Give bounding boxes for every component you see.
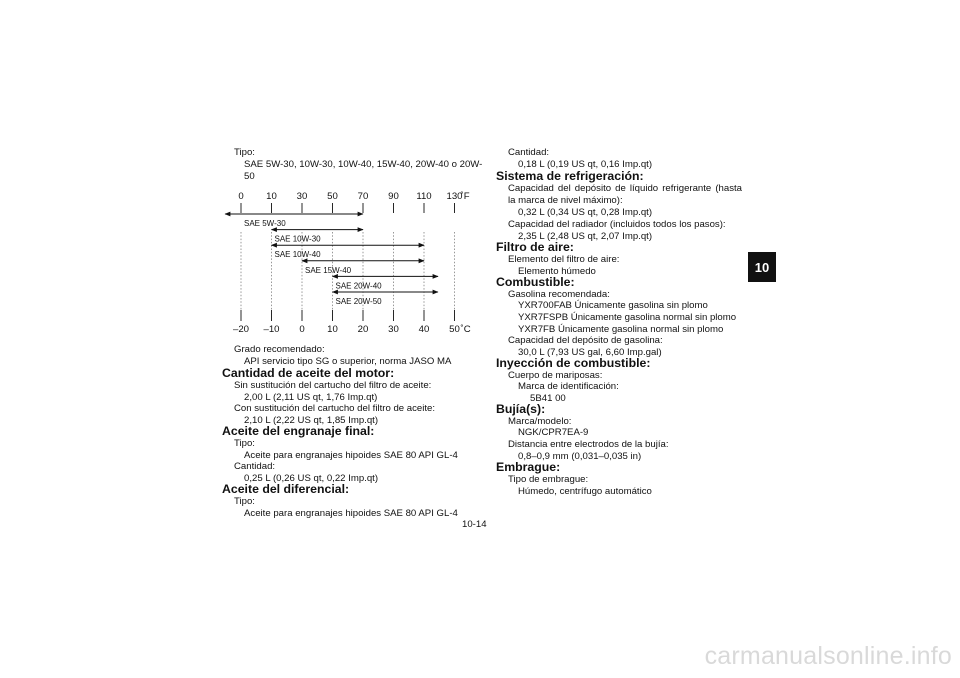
recommended-grade-value: API servicio tipo SG o superior, norma JASO MA bbox=[244, 356, 452, 367]
bottom-tick-label: 10 bbox=[327, 324, 338, 335]
range-bar-label: SAE 10W-40 bbox=[274, 250, 321, 260]
air-filter-heading: Filtro de aire: bbox=[496, 240, 574, 254]
clutch-type-label: Tipo de embrague: bbox=[508, 474, 589, 485]
range-bar-label: SAE 20W-50 bbox=[335, 297, 382, 306]
fuel-tank-value: 30,0 L (7,93 US gal, 6,60 Imp.gal) bbox=[518, 347, 662, 358]
bottom-axis-unit: ˚C bbox=[460, 324, 471, 335]
final-gear-quantity-label: Cantidad: bbox=[234, 461, 276, 472]
top-axis-unit: ˚F bbox=[460, 191, 470, 202]
top-tick-label: 130 bbox=[446, 191, 463, 202]
air-filter-element-value: Elemento húmedo bbox=[518, 266, 596, 277]
without-filter-label: Sin sustitución del cartucho del filtro de aceite: bbox=[234, 380, 432, 391]
with-filter-value: 2,10 L (2,22 US qt, 1,85 Imp.qt) bbox=[244, 415, 379, 426]
identification-mark-label: Marca de identificación: bbox=[518, 381, 619, 392]
differential-type-label: Tipo: bbox=[234, 496, 255, 507]
radiator-capacity-value: 2,35 L (2,48 US qt, 2,07 Imp.qt) bbox=[518, 231, 653, 242]
range-bar-label: SAE 10W-30 bbox=[274, 234, 321, 244]
fuel-tank-label: Capacidad del depósito de gasolina: bbox=[508, 335, 663, 346]
bottom-tick-label: 40 bbox=[418, 324, 430, 335]
top-tick-label: 70 bbox=[357, 191, 369, 202]
oil-type-value-line1: SAE 5W-30, 10W-30, 10W-40, 15W-40, 20W-40 o 20W- bbox=[244, 159, 483, 170]
bottom-tick-label: 50 bbox=[449, 324, 460, 335]
cooling-system-heading: Sistema de refrigeración: bbox=[496, 169, 644, 183]
recommended-fuel-value-2: YXR7FSPB Únicamente gasolina normal sin plomo bbox=[518, 312, 737, 323]
bottom-tick-label: –20 bbox=[232, 324, 250, 335]
recommended-fuel-label: Gasolina recomendada: bbox=[508, 289, 610, 300]
throttle-body-label: Cuerpo de mariposas: bbox=[508, 370, 603, 381]
oil-type-value-line2: 50 bbox=[244, 171, 255, 182]
bottom-tick-label: 0 bbox=[299, 324, 305, 335]
differential-quantity-value: 0,18 L (0,19 US qt, 0,16 Imp.qt) bbox=[518, 159, 653, 170]
top-tick-label: 90 bbox=[388, 191, 399, 202]
coolant-reservoir-label: Capacidad del depósito de líquido refrigerante (hasta la marca de nivel máximo): bbox=[508, 183, 742, 207]
spark-plug-model-label: Marca/modelo: bbox=[508, 416, 572, 427]
oil-viscosity-chart bbox=[222, 186, 480, 336]
top-tick-label: 0 bbox=[238, 191, 244, 202]
final-gear-type-label: Tipo: bbox=[234, 438, 255, 449]
differential-type-value: Aceite para engranajes hipoides SAE 80 API GL-4 bbox=[244, 508, 458, 519]
differential-oil-heading: Aceite del diferencial: bbox=[222, 482, 350, 496]
bottom-tick-label: 20 bbox=[357, 324, 369, 335]
range-bar-label: SAE 20W-40 bbox=[335, 281, 382, 291]
top-tick-label: 110 bbox=[416, 191, 432, 202]
top-tick-label: 30 bbox=[296, 191, 308, 202]
top-tick-label: 10 bbox=[266, 191, 277, 202]
engine-oil-quantity-heading: Cantidad de aceite del motor: bbox=[222, 366, 395, 380]
differential-quantity-label: Cantidad: bbox=[508, 147, 550, 158]
final-gear-quantity-value: 0,25 L (0,26 US qt, 0,22 Imp.qt) bbox=[244, 473, 379, 484]
radiator-capacity-label: Capacidad del radiador (incluidos todos los pasos): bbox=[508, 219, 726, 230]
final-gear-type-value: Aceite para engranajes hipoides SAE 80 API GL-4 bbox=[244, 450, 458, 461]
bottom-tick-label: 30 bbox=[388, 324, 399, 335]
section-tab: 10 bbox=[748, 252, 776, 282]
identification-mark-value: 5B41 00 bbox=[530, 393, 566, 404]
oil-type-label: Tipo: bbox=[234, 147, 255, 158]
clutch-type-value: Húmedo, centrífugo automático bbox=[518, 486, 652, 497]
watermark: carmanualsonline.info bbox=[704, 642, 952, 670]
coolant-reservoir-value: 0,32 L (0,34 US qt, 0,28 Imp.qt) bbox=[518, 207, 653, 218]
range-bar-label: SAE 5W-30 bbox=[244, 219, 286, 228]
spark-plug-gap-value: 0,8–0,9 mm (0,031–0,035 in) bbox=[518, 451, 642, 462]
page-number: 10-14 bbox=[462, 519, 487, 530]
air-filter-element-label: Elemento del filtro de aire: bbox=[508, 254, 620, 265]
top-tick-label: 50 bbox=[327, 191, 338, 202]
recommended-grade-label: Grado recomendado: bbox=[234, 344, 325, 355]
spark-plug-gap-label: Distancia entre electrodos de la bujía: bbox=[508, 439, 669, 450]
spark-plug-model-value: NGK/CPR7EA-9 bbox=[518, 427, 589, 438]
without-filter-value: 2,00 L (2,11 US qt, 1,76 Imp.qt) bbox=[244, 392, 378, 403]
range-bar-label: SAE 15W-40 bbox=[305, 265, 352, 275]
recommended-fuel-value-1: YXR700FAB Únicamente gasolina sin plomo bbox=[518, 300, 708, 311]
clutch-heading: Embrague: bbox=[496, 460, 561, 474]
fuel-injection-heading: Inyección de combustible: bbox=[496, 356, 651, 370]
final-gear-oil-heading: Aceite del engranaje final: bbox=[222, 424, 375, 438]
fuel-heading: Combustible: bbox=[496, 275, 575, 289]
bottom-tick-label: –10 bbox=[263, 324, 280, 335]
recommended-fuel-value-3: YXR7FB Únicamente gasolina normal sin plomo bbox=[518, 324, 724, 335]
with-filter-label: Con sustitución del cartucho del filtro de aceite: bbox=[234, 403, 436, 414]
spark-plug-heading: Bujía(s): bbox=[496, 402, 546, 416]
